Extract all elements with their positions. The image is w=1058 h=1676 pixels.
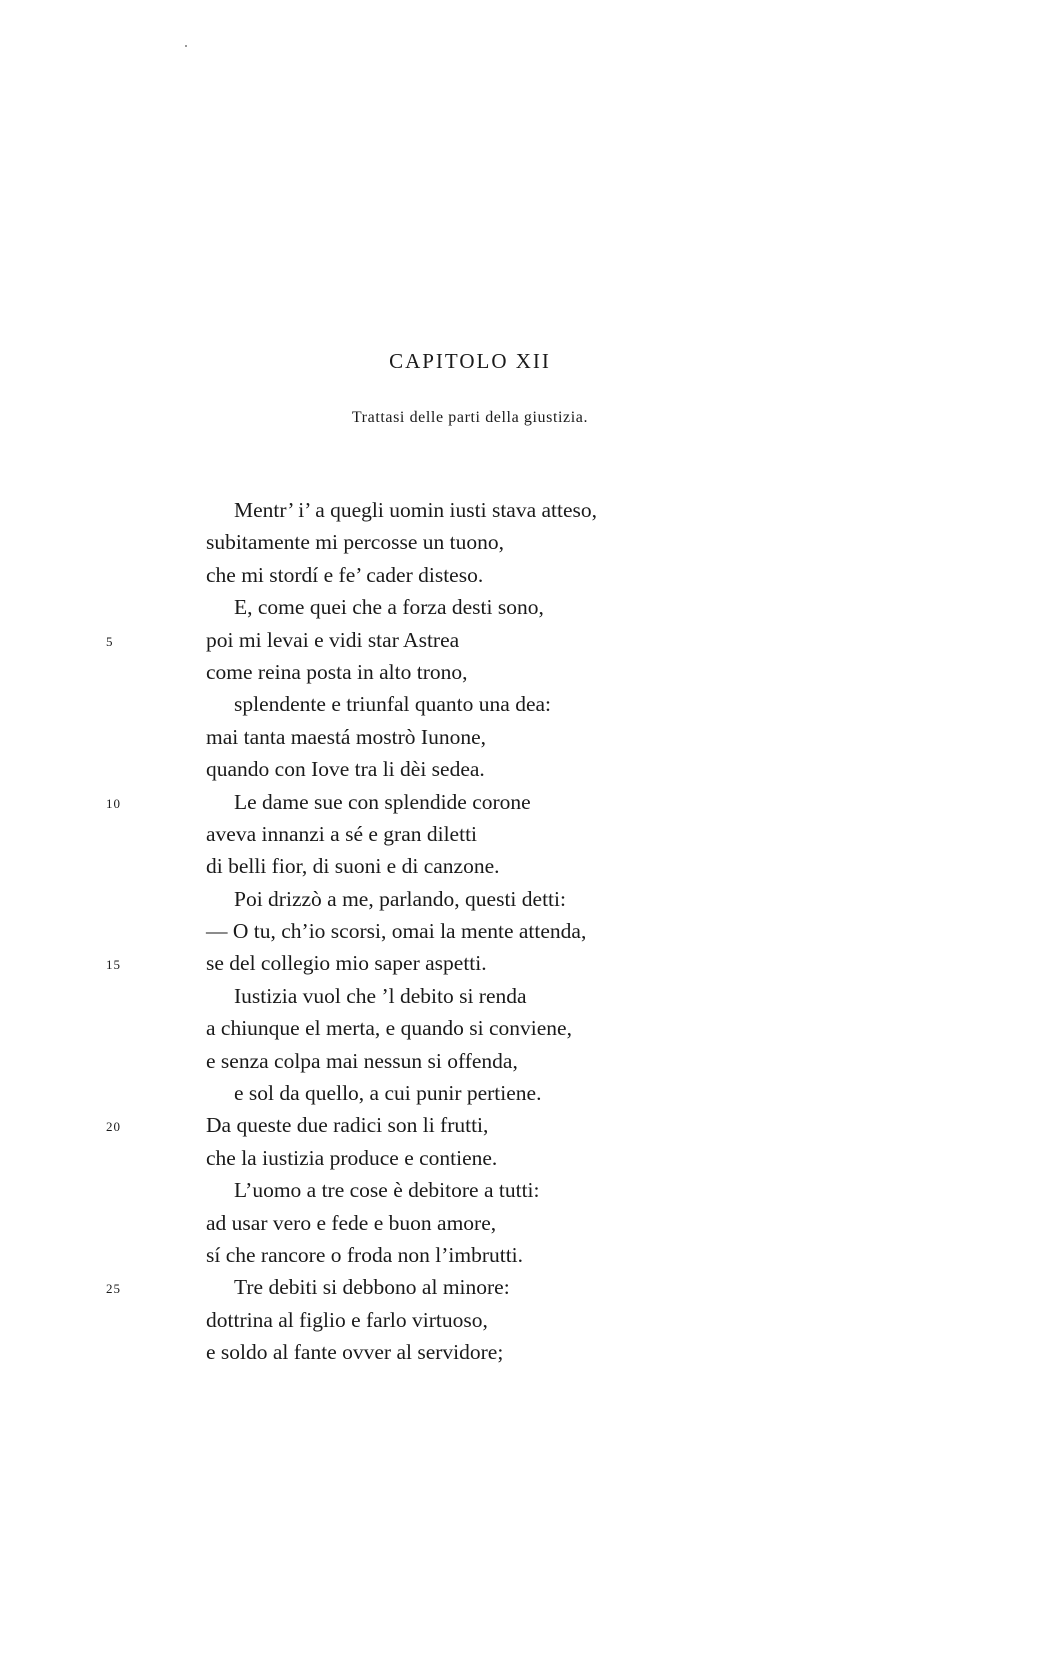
line-number: 25 (106, 1281, 121, 1297)
verse-text: poi mi levai e vidi star Astrea (206, 627, 460, 652)
verse-line (0, 980, 1058, 1012)
verse-text: Poi drizzò a me, parlando, questi detti: (234, 886, 566, 911)
verse-line (0, 1174, 1058, 1206)
verse-text: come reina posta in alto trono, (206, 659, 468, 684)
verse-line (0, 1077, 1058, 1109)
verse-line (0, 947, 1058, 979)
verse-line (0, 850, 1058, 882)
chapter-title: CAPITOLO XII (389, 349, 551, 373)
chapter-subtitle: Trattasi delle parti della giustizia. (351, 409, 589, 426)
verse-line (0, 1207, 1058, 1239)
verse-text: ad usar vero e fede e buon amore, (206, 1210, 497, 1235)
verse-line (0, 1045, 1058, 1077)
verse-line (0, 1336, 1058, 1368)
verse-text: aveva innanzi a sé e gran diletti (206, 821, 478, 846)
verse-text: a chiunque el merta, e quando si conviene, (206, 1016, 572, 1041)
verse-text: dottrina al figlio e farlo virtuoso, (206, 1307, 488, 1332)
verse-text: di belli fior, di suoni e di canzone. (206, 854, 500, 879)
verse-line (0, 494, 1058, 526)
verse-line (0, 786, 1058, 818)
verse-text: che la iustizia produce e contiene. (206, 1145, 498, 1170)
line-number: 15 (106, 957, 121, 973)
verse-text: splendente e triunfal quanto una dea: (234, 692, 552, 717)
verse-line (0, 1239, 1058, 1271)
verse-text: mai tanta maestá mostrò Iunone, (206, 724, 487, 749)
verse-text: sí che rancore o froda non l’imbrutti. (206, 1242, 524, 1267)
verse-line (0, 883, 1058, 915)
verse-text: Mentr’ i’ a quegli uomin iusti stava atteso, (234, 498, 598, 522)
line-number: 20 (106, 1119, 121, 1135)
verse-line (0, 915, 1058, 947)
verse-line (0, 1012, 1058, 1044)
verse-line (0, 1271, 1058, 1303)
verse-text: Iustizia vuol che ’l debito si renda (234, 983, 527, 1008)
verse-line (0, 1109, 1058, 1141)
verse-text: se del collegio mio saper aspetti. (206, 951, 487, 976)
line-number: 5 (106, 633, 114, 649)
verse-line (0, 656, 1058, 688)
verse-text: e senza colpa mai nessun si offenda, (206, 1048, 518, 1073)
verse-line (0, 721, 1058, 753)
verse-line (0, 818, 1058, 850)
verse-line (0, 559, 1058, 591)
verse-line (0, 753, 1058, 785)
verse-line (0, 624, 1058, 656)
line-number: 10 (106, 795, 121, 811)
verse-text: E, come quei che a forza desti sono, (234, 595, 544, 620)
verse-text: e sol da quello, a cui punir pertiene. (234, 1081, 542, 1106)
verse-text: quando con Iove tra li dèi sedea. (206, 757, 485, 782)
verse-line (0, 526, 1058, 558)
verse-text: e soldo al fante ovver al servidore; (206, 1340, 504, 1365)
verse-text: subitamente mi percosse un tuono, (206, 530, 504, 555)
poem (0, 494, 1058, 1369)
verse-text: Tre debiti si debbono al minore: (234, 1275, 510, 1300)
verse-text: che mi stordí e fe’ cader disteso. (206, 562, 484, 587)
page-speck (185, 45, 187, 47)
verse-line (0, 1304, 1058, 1336)
verse-line (0, 591, 1058, 623)
verse-text: — O tu, ch’io scorsi, omai la mente attenda, (206, 919, 587, 944)
verse-text: Le dame sue con splendide corone (234, 789, 531, 814)
verse-line (0, 688, 1058, 720)
verse-text: L’uomo a tre cose è debitore a tutti: (234, 1178, 540, 1203)
verse-line (0, 1142, 1058, 1174)
verse-text: Da queste due radici son li frutti, (206, 1113, 489, 1138)
